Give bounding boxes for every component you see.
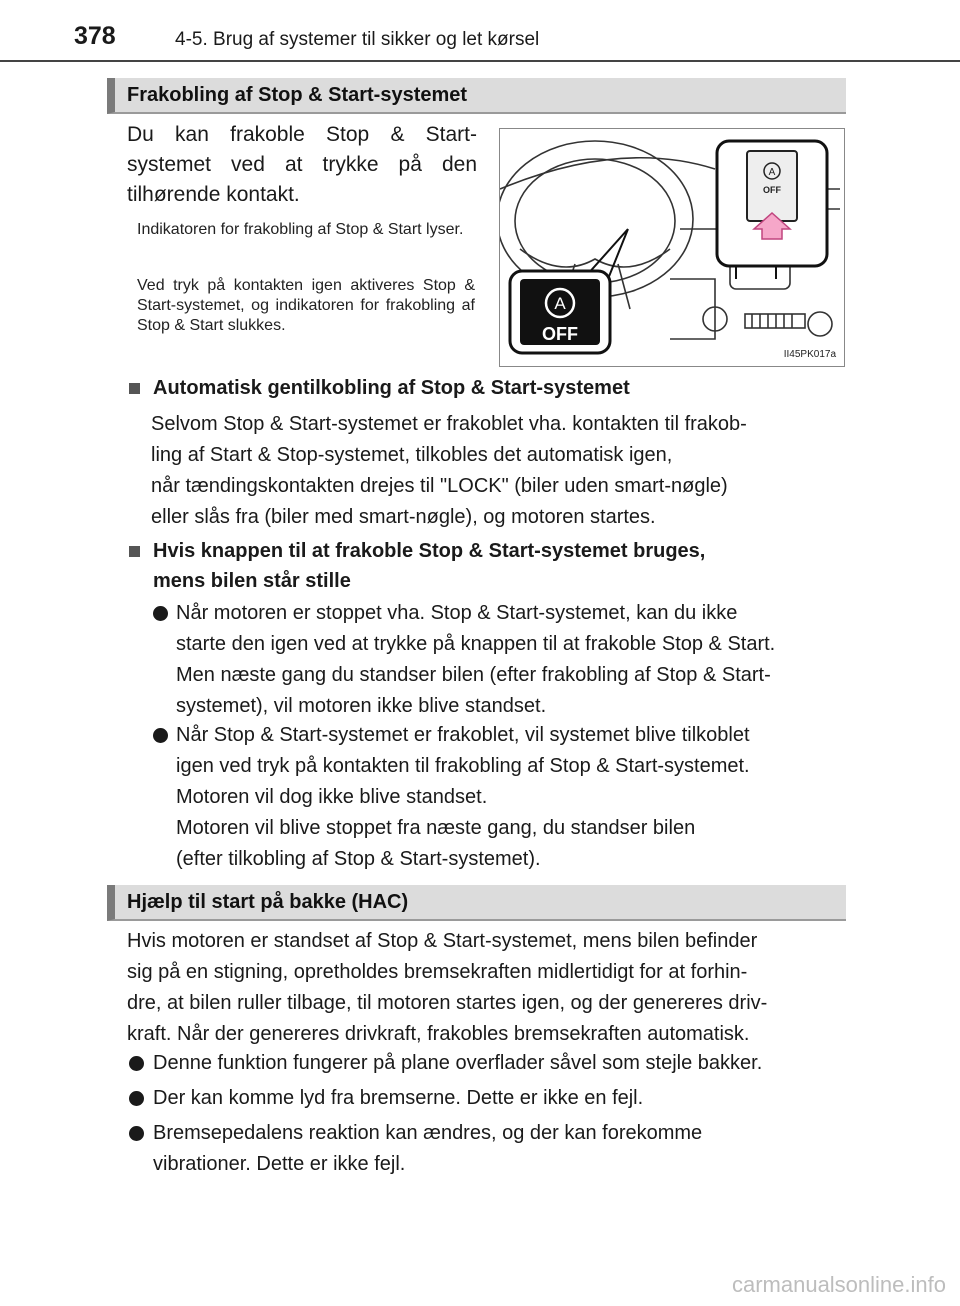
round-bullet-icon: [129, 1126, 144, 1141]
text-line: Selvom Stop & Start-systemet er frakoblet vha. kontakten til frakob-: [151, 413, 747, 435]
text-line: Når Stop & Start-systemet er frakoblet, vil systemet blive tilkoblet: [176, 724, 750, 746]
subheading-auto-reconnect: Automatisk gentilkobling af Stop & Start-systemet: [153, 377, 630, 399]
text-line: Motoren vil dog ikke blive standset.: [176, 786, 488, 808]
subheading-button-stationary: [153, 536, 839, 596]
bullet-text: Denne funktion fungerer på plane overflader såvel som stejle bakker.: [153, 1052, 763, 1074]
subheading-line: mens bilen står stille: [153, 570, 351, 592]
hac-paragraph: [127, 926, 839, 1050]
figure-caption: II45PK017a: [783, 349, 836, 360]
square-bullet-icon: [129, 383, 140, 394]
header-divider: [0, 60, 960, 62]
text-line: eller slås fra (biler med smart-nøgle), og motoren startes.: [151, 506, 656, 528]
text-line: systemet), vil motoren ikke blive standset.: [176, 695, 547, 717]
subheading-line: Hvis knappen til at frakoble Stop & Start-systemet bruges,: [153, 540, 706, 562]
dashboard-illustration: [499, 128, 845, 367]
text-line: Motoren vil blive stoppet fra næste gang, du standser bilen: [176, 817, 696, 839]
section-heading-stop-start: [107, 78, 846, 114]
section-title: Hjælp til start på bakke (HAC): [127, 891, 409, 913]
bullet-text: [176, 598, 839, 722]
text-line: sig på en stigning, opretholdes bremsekraften midlertidigt for at forhin-: [127, 961, 748, 983]
bullet-text: Der kan komme lyd fra bremserne. Dette er ikke en fejl.: [153, 1087, 644, 1109]
bullet-text: [176, 720, 839, 875]
round-bullet-icon: [129, 1056, 144, 1071]
text-line: ling af Start & Stop-systemet, tilkobles det automatisk igen,: [151, 444, 673, 466]
text-line: starte den igen ved at trykke på knappen til at frakoble Stop & Start.: [176, 633, 776, 655]
note-reactivate: Ved tryk på kontakten igen aktiveres Stop & Start-systemet, og indikatoren for frakobling af Stop & Start slukkes.: [137, 277, 475, 334]
text-line: Men næste gang du standser bilen (efter frakobling af Stop & Start-: [176, 664, 771, 686]
text-line: kraft. Når der genereres drivkraft, frakobles bremsekraften automatisk.: [127, 1023, 750, 1045]
bullet-text: [153, 1118, 839, 1180]
section-title: Frakobling af Stop & Start-systemet: [127, 84, 468, 106]
text-line: igen ved tryk på kontakten til frakobling af Stop & Start-systemet.: [176, 755, 750, 777]
text-line: Bremsepedalens reaktion kan ændres, og der kan forekomme: [153, 1122, 703, 1144]
text-line: dre, at bilen ruller tilbage, til motoren startes igen, og der genereres driv-: [127, 992, 768, 1014]
chapter-title: 4-5. Brug af systemer til sikker og let kørsel: [175, 29, 540, 50]
indicator-off-label: OFF: [542, 324, 578, 344]
button-off-label: OFF: [763, 185, 781, 195]
svg-text:A: A: [768, 167, 776, 178]
page-number: 378: [74, 22, 116, 50]
svg-text:A: A: [554, 294, 566, 313]
text-line: når tændingskontakten drejes til "LOCK" (biler uden smart-nøgle): [151, 475, 728, 497]
watermark: carmanualsonline.info: [731, 1272, 946, 1297]
text-line: vibrationer. Dette er ikke fejl.: [153, 1153, 406, 1175]
dashboard-drawing: [500, 129, 845, 367]
text-line: Når motoren er stoppet vha. Stop & Start-systemet, kan du ikke: [176, 602, 738, 624]
square-bullet-icon: [129, 546, 140, 557]
round-bullet-icon: [153, 606, 168, 621]
text-line: Hvis motoren er standset af Stop & Start-systemet, mens bilen befinder: [127, 930, 758, 952]
note-indicator-on: Indikatoren for frakobling af Stop & Start lyser.: [137, 221, 464, 238]
intro-text: Du kan frakoble Stop & Start-systemet ved at trykke på den tilhørende kontakt.: [127, 123, 477, 206]
text-line: (efter tilkobling af Stop & Start-systemet).: [176, 848, 541, 870]
auto-reconnect-text: [151, 409, 839, 533]
section-heading-hac: [107, 885, 846, 921]
round-bullet-icon: [129, 1091, 144, 1106]
round-bullet-icon: [153, 728, 168, 743]
